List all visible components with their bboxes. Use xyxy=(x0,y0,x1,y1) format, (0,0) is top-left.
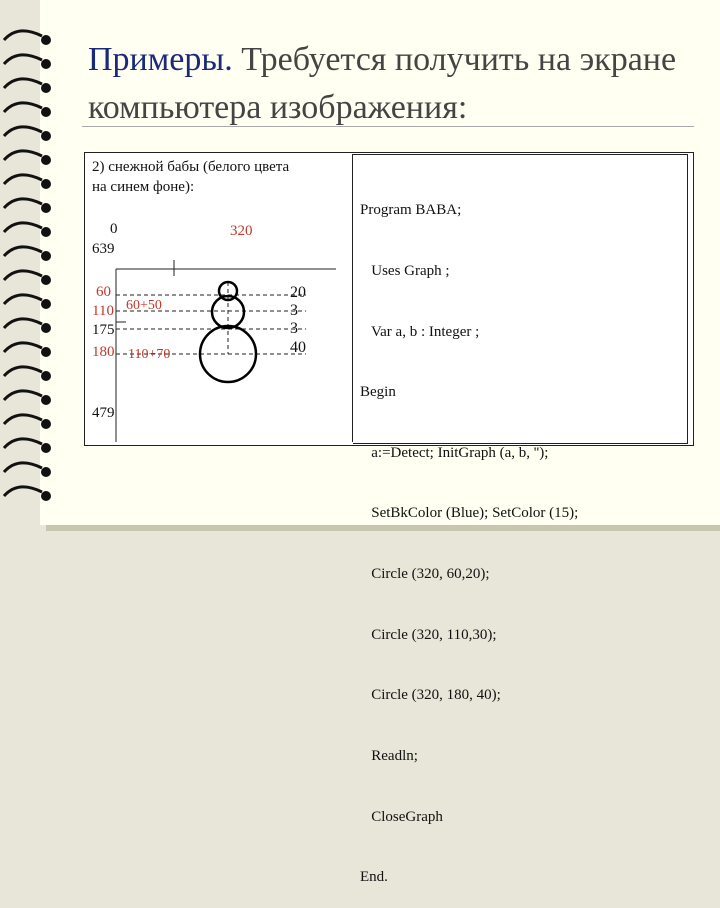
code-line: Begin xyxy=(360,384,396,401)
radius-label-3a: 3 xyxy=(290,302,298,319)
code-line: Readln; xyxy=(360,747,418,764)
sum-label-110-70: 110+70 xyxy=(128,347,171,362)
x-max-label: 639 xyxy=(92,241,115,257)
radius-label-20: 20 xyxy=(290,284,306,301)
task-line-1: 2) снежной бабы (белого цвета xyxy=(92,159,290,175)
code-line: Circle (320, 180, 40); xyxy=(360,687,501,704)
radius-label-3b: 3 xyxy=(290,320,298,337)
radius-label-40: 40 xyxy=(290,339,306,356)
code-line: CloseGraph xyxy=(360,808,443,825)
code-line: a:=Detect; InitGraph (a, b, ''); xyxy=(360,444,549,461)
code-line: Uses Graph ; xyxy=(360,263,450,280)
y-label-180: 180 xyxy=(92,344,115,360)
y-label-60: 60 xyxy=(96,284,111,300)
code-line: End. xyxy=(360,869,388,886)
code-line: SetBkColor (Blue); SetColor (15); xyxy=(360,505,579,522)
title-lead: Примеры. xyxy=(88,41,233,78)
slide-title xyxy=(88,36,698,132)
y-label-110: 110 xyxy=(92,303,114,319)
program-listing xyxy=(360,160,578,908)
sum-label-60-50: 60+50 xyxy=(126,298,162,313)
code-line: Circle (320, 60,20); xyxy=(360,566,490,583)
code-line: Program BABA; xyxy=(360,202,462,219)
y-max-label: 479 xyxy=(92,405,115,421)
task-line-2: на синем фоне): xyxy=(92,179,195,195)
code-line: Circle (320, 110,30); xyxy=(360,626,497,643)
x-center-label: 320 xyxy=(230,223,253,239)
y-label-175: 175 xyxy=(92,322,115,338)
title-rest: Требуется получить на экране компьютера изображения: xyxy=(88,41,677,126)
spiral-binding xyxy=(0,0,80,540)
x-origin-label: 0 xyxy=(110,221,118,237)
title-underline xyxy=(82,126,694,127)
code-line: Var a, b : Integer ; xyxy=(360,323,480,340)
